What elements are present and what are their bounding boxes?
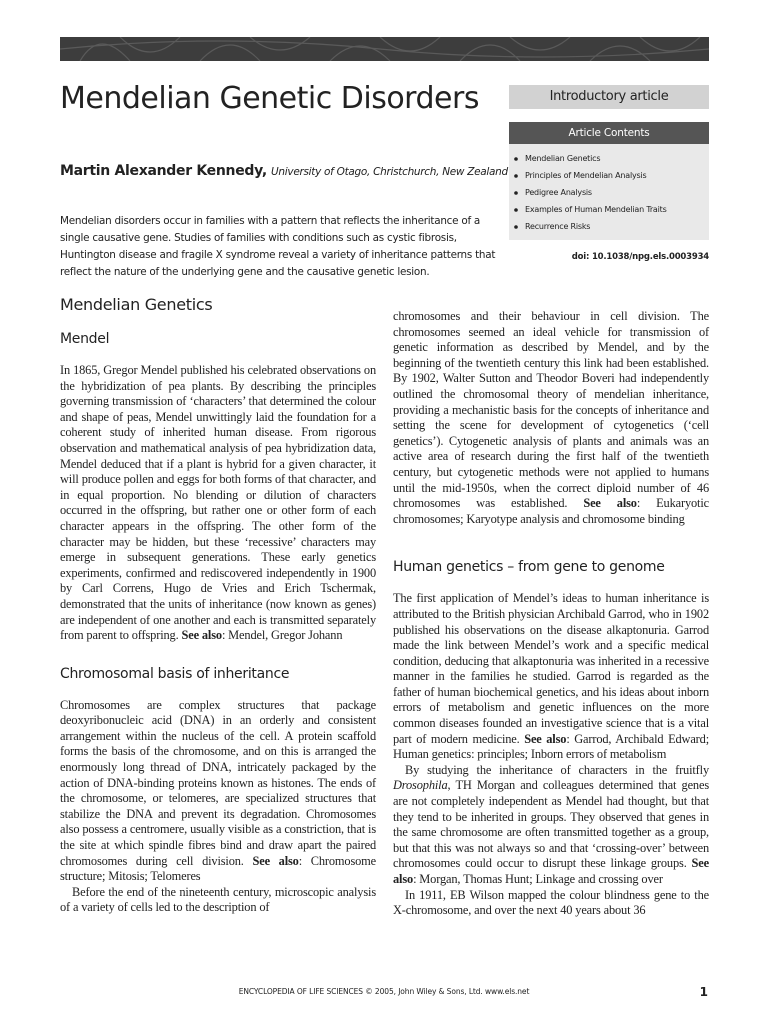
paragraph-garrod: The first application of Mendel’s ideas to human inheritance is attributed to the British physician Archibald Garrod, who in 1902 published his observations on the disease alkaptonuria. Garrod made the link between Mendel’s work and a specific medical condition, deducing that alkaptonuria was inherited in a recessive manner in the families he studied. Garrod is regarded as the father of human biochemical genetics, and his ideas about inborn errors of metabolism and genetic influences on the more common diseases founded an investigative science that is a vital part of modern medicine. See also: Garrod, Archibald Edward; Human genetics: principles; Inborn errors of metabolism <box>393 591 710 762</box>
see-also-links[interactable]: : Chromosome structure; Mitosis; Telomeres <box>60 853 377 884</box>
species-name: Drosophila <box>393 778 448 793</box>
article-type-tag: Introductory article <box>509 85 709 109</box>
right-column <box>393 309 709 919</box>
author-affiliation: University of Otago, Christchurch, New Zealand <box>271 166 508 178</box>
doi-label[interactable]: doi: 10.1038/npg.els.0003934 <box>571 252 709 262</box>
bullet-icon <box>513 207 519 213</box>
paragraph-chromosomes: Chromosomes are complex structures that package deoxyribonucleic acid (DNA) in an orderly and consistent arrangement within the nucleus of the cell. A protein scaffold forms the basis of the chromosome, and on this is arranged the enormously long thread of DNA, intricately packaged by the action of DNA-binding proteins known as histones. The ends of the chromosome, or telomeres, are specialized structures that stabilize the DNA and prevent its degradation. Chromosomes also possess a centromere, usually visible as a constriction, that is the site at which spindle fibres bind and draw apart the paired chromosomes during cell division. See also: Chromosome structure; Mitosis; Telomeres <box>60 697 377 884</box>
contents-item[interactable]: Recurrence Risks <box>513 218 709 235</box>
contents-item[interactable]: Principles of Mendelian Analysis <box>513 167 709 184</box>
subheading-human-genetics: Human genetics – from gene to genome <box>393 559 665 576</box>
article-title: Mendelian Genetic Disorders <box>60 81 479 116</box>
subheading-mendel: Mendel <box>60 331 110 347</box>
contents-list <box>509 144 709 235</box>
paragraph-morgan: By studying the inheritance of characters in the fruitfly Drosophila, TH Morgan and colleagues determined that genes are not completely independent as Mendel had thought, but that they tend to be inherited in groups. They observed that genes in the same chromosome are often transmitted together as a group, but that this was not always so and that ‘crossing-over’ between chromosomes could occur to disrupt these linkage groups. See also: Morgan, Thomas Hunt; Linkage and crossing over <box>393 762 709 886</box>
see-also-links[interactable]: : Morgan, Thomas Hunt; Linkage and crossing over <box>413 872 663 886</box>
see-also-links[interactable]: : Garrod, Archibald Edward; Human genetics: principles; Inborn errors of metabolism <box>393 731 710 762</box>
header-banner <box>60 37 709 61</box>
see-also-label: See also <box>393 856 709 886</box>
author-line <box>60 163 508 179</box>
paragraph-chromosomes-continued: chromosomes and their behaviour in cell division. The chromosomes seemed an ideal vehicle for transmission of genetic information as described by Mendel, and by the beginning of the twentieth century this link had been established. By 1902, Walter Sutton and Theodor Boveri had independently outlined the chromosomal theory of mendelian inheritance, providing a mechanistic basis for the concepts of inheritance and setting the scene for development of cytogenetics (‘cell genetics’). Cytogenetic analysis of plants and animals was an active area of research during the first half of the twentieth century, but cytogenetic methods were not applied to humans until the mid-1950s, when the correct diploid number of 46 chromosomes was established. See also: Eukaryotic chromosomes; Karyotype analysis and chromosome binding <box>393 309 709 526</box>
article-contents-box <box>509 122 709 240</box>
page-number: 1 <box>699 985 708 999</box>
decorative-pattern <box>60 37 709 61</box>
see-also-label: See also <box>524 731 567 746</box>
see-also-label: See also <box>583 496 637 511</box>
paragraph-wilson: In 1911, EB Wilson mapped the colour blindness gene to the X-chromosome, and over the next 40 years about 36 <box>393 887 709 918</box>
see-also-label: See also <box>181 628 222 643</box>
contents-item[interactable]: Mendelian Genetics <box>513 150 709 167</box>
contents-item[interactable]: Pedigree Analysis <box>513 184 709 201</box>
bullet-icon <box>513 156 519 162</box>
see-also-label: See also <box>252 853 299 868</box>
contents-item[interactable]: Examples of Human Mendelian Traits <box>513 201 709 218</box>
abstract: Mendelian disorders occur in families with a pattern that reflects the inheritance of a single causative gene. Studies of families with conditions such as cystic fibrosis, Huntington disease and fragile X syndrome reveal a variety of inheritance patterns that reflect the nature of the underlying gene and the causative genetic lesion. <box>60 215 496 279</box>
left-column <box>60 295 376 916</box>
bullet-icon <box>513 173 519 179</box>
section-heading-mendelian-genetics: Mendelian Genetics <box>60 295 213 314</box>
bullet-icon <box>513 224 519 230</box>
subheading-chromosomal-basis: Chromosomal basis of inheritance <box>60 665 290 682</box>
footer-citation: ENCYCLOPEDIA OF LIFE SCIENCES © 2005, John Wiley & Sons, Ltd. www.els.net <box>238 987 530 996</box>
author-name: Martin Alexander Kennedy, <box>60 163 267 179</box>
see-also-links[interactable]: : Eukaryotic chromosomes; Karyotype analysis and chromosome binding <box>393 496 709 526</box>
paragraph-mendel: In 1865, Gregor Mendel published his celebrated observations on the hybridization of pea plants. By describing the principles governing transmission of ‘characters’ that determined the colour and shape of peas, Mendel unwittingly laid the foundation for a coherent study of inherited human disease. From rigorous observation and mathematical analysis of pea hybridization data, Mendel deduced that if a plant is hybrid for a given character, it will produce pollen and eggs for both forms of that character, and in equal proportion. No blending or dilution of characters occurred in the offspring, but rather one or other form of each character appears in the offspring. The other form of the character may be hidden, but these ‘recessive’ characters may emerge in subsequent generations. These early genetics experiments, confirmed and rediscovered independently in 1900 by Carl Correns, Hugo de Vries and Erich Tschermak, demonstrated that the units of inheritance (now known as genes) are independent of one another and each is transmitted separately from parent to offspring. See also: Mendel, Gregor Johann <box>60 363 376 643</box>
paragraph-microscopic: Before the end of the nineteenth century, microscopic analysis of a variety of cells led to the description of <box>60 884 376 915</box>
bullet-icon <box>513 190 519 196</box>
contents-header: Article Contents <box>509 122 709 144</box>
see-also-links[interactable]: : Mendel, Gregor Johann <box>221 628 343 643</box>
